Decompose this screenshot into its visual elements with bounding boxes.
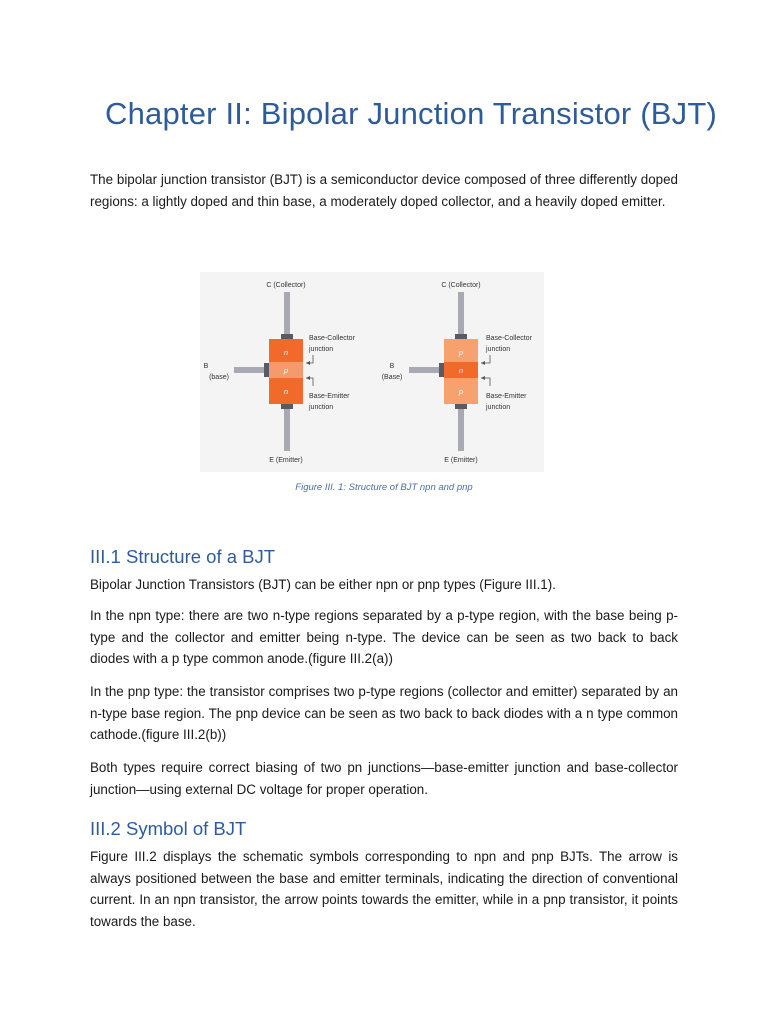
- npn-bc-junction-label-2: junction: [309, 346, 334, 353]
- npn-bottom-region-label: n: [283, 387, 289, 396]
- pnp-collector-lead: [458, 292, 464, 334]
- npn-base-lead: [234, 367, 264, 373]
- npn-emitter-lead: [284, 409, 290, 451]
- pnp-be-junction-label: Base-Emitter: [486, 393, 527, 400]
- npn-be-arrow-icon: [306, 376, 310, 380]
- pnp-base-cap: [439, 363, 444, 377]
- pnp-be-junction-label-2: junction: [486, 404, 511, 411]
- npn-be-junction-label-2: junction: [309, 404, 334, 411]
- npn-emitter-label: E (Emitter): [269, 457, 303, 464]
- npn-base-label: (base): [209, 374, 229, 381]
- npn-collector-label: C (Collector): [266, 282, 306, 289]
- pnp-be-pointer: [481, 378, 490, 386]
- figure-caption: Figure III. 1: Structure of BJT npn and pnp: [295, 482, 473, 493]
- npn-base-region-label: p: [283, 366, 289, 375]
- section1-paragraph-biasing: Both types require correct biasing of two pn junctions—base-emitter junction and base-collector junction—using external DC voltage for proper operation.: [90, 760, 678, 797]
- npn-base-letter: B: [203, 363, 209, 370]
- pnp-collector-cap: [455, 334, 467, 339]
- pnp-top-region-label: p: [458, 348, 464, 357]
- chapter-title: Chapter II: Bipolar Junction Transistor (BJT): [105, 96, 718, 131]
- section-heading-symbol: III.2 Symbol of BJT: [90, 818, 247, 839]
- pnp-bc-junction-label-2: junction: [486, 346, 511, 353]
- pnp-base-letter: B: [389, 363, 395, 370]
- pnp-emitter-lead: [458, 409, 464, 451]
- pnp-base-lead: [409, 367, 439, 373]
- npn-transistor: [204, 282, 356, 464]
- section1-paragraph-npn: In the npn type: there are two n-type regions separated by a p-type region, with the base being p-type and the collector and emitter being n-type. The device can be seen as two back to back diodes with a p type common anode.(figure III.2(a)): [90, 608, 678, 667]
- npn-be-junction-label: Base-Emitter: [309, 393, 350, 400]
- pnp-collector-label: C (Collector): [441, 282, 481, 289]
- npn-base-cap: [264, 363, 269, 377]
- pnp-bottom-region-label: p: [458, 387, 464, 396]
- section1-paragraph-1: Bipolar Junction Transistors (BJT) can be either npn or pnp types (Figure III.1).: [90, 577, 556, 592]
- section1-paragraph-pnp: In the pnp type: the transistor comprises two p-type regions (collector and emitter) separated by an n-type base region. The pnp device can be seen as two back to back diodes with a n type common cathode.(figure III.2(b)): [90, 684, 678, 743]
- pnp-bc-arrow-icon: [481, 361, 485, 365]
- npn-emitter-cap: [281, 404, 293, 409]
- section-heading-structure: III.1 Structure of a BJT: [90, 546, 276, 567]
- npn-top-region-label: n: [283, 348, 289, 357]
- pnp-emitter-label: E (Emitter): [444, 457, 478, 464]
- intro-paragraph: The bipolar junction transistor (BJT) is a semiconductor device composed of three differently doped regions: a lightly doped and thin base, a moderately doped collector, and a heavily doped emitter.: [90, 172, 678, 209]
- npn-bc-junction-label: Base-Collector: [309, 335, 355, 342]
- pnp-base-label: (Base): [381, 374, 403, 381]
- bjt-structure-figure: [200, 272, 544, 472]
- pnp-transistor: [382, 282, 533, 464]
- section2-paragraph-1: Figure III.2 displays the schematic symbols corresponding to npn and pnp BJTs. The arrow is always positioned between the base and emitter terminals, indicating the direction of conventional current. In an npn transistor, the arrow points towards the emitter, while in a pnp transistor, it points towards the base.: [90, 849, 678, 930]
- pnp-emitter-cap: [455, 404, 467, 409]
- pnp-base-region-label: n: [458, 366, 464, 375]
- bjt-structure-diagram: [200, 272, 544, 472]
- pnp-be-arrow-icon: [481, 376, 485, 380]
- pnp-bc-pointer: [481, 355, 490, 363]
- npn-collector-lead: [284, 292, 290, 334]
- pnp-bc-junction-label: Base-Collector: [486, 335, 532, 342]
- npn-bc-arrow-icon: [306, 361, 310, 365]
- npn-collector-cap: [281, 334, 293, 339]
